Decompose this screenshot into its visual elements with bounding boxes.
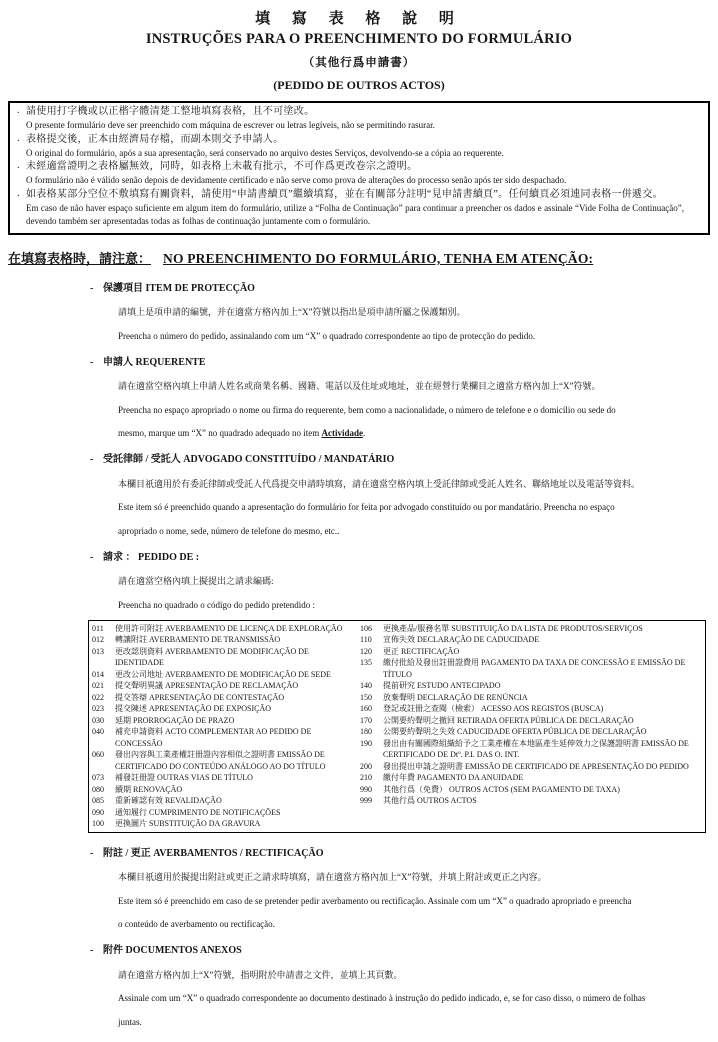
section-paragraph: juntas. xyxy=(118,1016,142,1027)
section-heading: - 附件 DOCUMENTOS ANEXOS xyxy=(103,944,708,957)
code-value: 160 xyxy=(360,704,372,714)
code-value: 100 xyxy=(92,819,104,829)
subtitle-pt: (PEDIDO DE OUTROS ACTOS) xyxy=(273,78,445,92)
section-averbamentos-rectificacao xyxy=(103,847,708,931)
code-value: 040 xyxy=(92,727,104,737)
code-label: 發出內容與工業產權註冊證內容相似之證明書 EMISSÃO DE CERTIFICADO DO CONTEÚDO ANÁLOGO AO DO TÍTULO xyxy=(115,750,326,771)
code-value: 012 xyxy=(92,635,104,645)
code-label: 發出由有關國際組織給予之工業產權在本地區產生延伸效力之保護證明書 EMISSÃO DE CERTIFICADO DE Dtº. P.I. DAS O. INT. xyxy=(383,738,689,760)
section-paragraph: 本欄目祇適用於有委託律師或受託人代爲提交申請時填寫，請在適當空格內填上受託律師或受託人姓名、聯絡地址以及電話等資料。 xyxy=(118,478,641,489)
code-value: 999 xyxy=(360,796,372,806)
section-paragraph: 本欄目祇適用於擬提出附註或更正之請求時填寫，請在適當方格內加上“X”符號，并填上附註或更正之內容。 xyxy=(118,872,547,883)
request-code-table xyxy=(88,620,706,833)
code-row xyxy=(92,692,354,704)
section-paragraph: Este item só é preenchido quando a apresentação do formulário for feita por advogado constituído ou por mandatário. Preencha no espaço xyxy=(118,502,615,513)
section-heading: - 受託律師 / 受託人 ADVOGADO CONSTITUÍDO / MANDATÁRIO xyxy=(103,453,708,466)
code-row xyxy=(92,772,354,784)
code-value: 120 xyxy=(360,646,372,656)
code-label: 續期 RENOVAÇÃO xyxy=(115,784,183,794)
code-label: 通知履行 CUMPRIMENTO DE NOTIFICAÇÕES xyxy=(115,807,281,817)
section-paragraph: 請在適當空格內填上申請人姓名或商業名稱、國籍、電話以及住址或地址，並在經營行業欄目之適當方格內加上“X”符號。 xyxy=(118,381,601,392)
code-row xyxy=(92,646,354,669)
notice-line-pt: O presente formulário deve ser preenchido com máquina de escrever ou letras legíveis, não se permitindo rasurar. xyxy=(26,120,435,130)
document-header xyxy=(0,0,718,93)
code-label: 更改認別資料 AVERBAMENTO DE MODIFICAÇÃO DE IDENTIDADE xyxy=(115,646,309,668)
code-row xyxy=(92,726,354,749)
code-label: 更改公司地址 AVERBAMENTO DE MODIFICAÇÃO DE SEDE xyxy=(115,669,331,679)
code-label: 公開要約聲明之失效 CADUCIDADE OFERTA PÚBLICA DE DECLARAÇÃO xyxy=(383,727,647,737)
notice-item xyxy=(26,188,684,229)
section-advogado-mandatario xyxy=(103,453,708,537)
section-paragraph: Este item só é preenchido em caso de se pretender pedir averbamento ou rectificação. Assinale com um “X” o quadrado apropriado e preencha xyxy=(118,895,632,906)
code-value: 210 xyxy=(360,773,372,783)
actividade-underlined-word: Actividade xyxy=(321,428,363,439)
code-value: 135 xyxy=(360,658,372,668)
code-row xyxy=(360,715,702,727)
code-value: 085 xyxy=(92,796,104,806)
notice-line-zh: . 未經適當證明之表格屬無效，同時，如表格上未載有批示，不可作爲更改卷宗之證明。 xyxy=(26,160,684,174)
code-row xyxy=(92,818,354,830)
code-label: 提前研究 ESTUDO ANTECIPADO xyxy=(383,681,501,691)
code-row xyxy=(92,623,354,635)
code-row xyxy=(92,795,354,807)
notice-item xyxy=(26,160,684,188)
code-value: 023 xyxy=(92,704,104,714)
code-row xyxy=(92,715,354,727)
code-label: 提交聲明異議 APRESENTAÇÃO DE RECLAMAÇÃO xyxy=(115,681,299,691)
attention-heading xyxy=(8,248,718,268)
code-value: 022 xyxy=(92,692,104,702)
code-table-left-column xyxy=(92,623,354,830)
code-value: 090 xyxy=(92,807,104,817)
code-row xyxy=(360,772,702,784)
code-row xyxy=(360,692,702,704)
subtitle-zh: （其他行爲申請書） xyxy=(302,57,416,69)
code-label: 提交陳述 APRESENTAÇÃO DE EXPOSIÇÃO xyxy=(115,704,272,714)
code-value: 014 xyxy=(92,669,104,679)
attention-heading-pt: NO PREENCHIMENTO DO FORMULÁRIO, TENHA EM ATENÇÃO: xyxy=(163,250,594,266)
code-label: 轉讓附註 AVERBAMENTO DE TRANSMISSÃO xyxy=(115,635,281,645)
paragraph-text: . xyxy=(362,428,366,439)
attention-heading-zh: 在填寫表格時，請注意： xyxy=(8,250,152,266)
code-value: 200 xyxy=(360,761,372,771)
code-label: 繳付批給及發出註冊證費用 PAGAMENTO DA TAXA DE CONCESSÃO E EMISSÃO DE TÍTULO xyxy=(383,658,686,679)
code-value: 030 xyxy=(92,715,104,725)
code-table-right-column xyxy=(360,623,702,830)
section-heading: - 申請人 REQUERENTE xyxy=(103,356,708,369)
code-row xyxy=(360,726,702,738)
code-label: 延期 PRORROGAÇÃO DE PRAZO xyxy=(115,715,235,725)
code-value: 150 xyxy=(360,692,372,702)
paragraph-text: mesmo, marque um “X” no quadrado adequado no item xyxy=(118,428,322,439)
notice-line-zh: . 請使用打字機或以正楷字體清楚工整地填寫表格，且不可塗改。 xyxy=(26,105,684,119)
section-paragraph: Assinale com um “X” o quadrado correspondente ao documento destinado à instrução do pedido indicado, e, se for caso disso, o número de folhas xyxy=(118,993,646,1004)
code-label: 繳付年費 PAGAMENTO DA ANUIDADE xyxy=(383,773,524,783)
code-label: 提交答辯 APRESENTAÇÃO DE CONTESTAÇÃO xyxy=(115,692,285,702)
code-row xyxy=(360,657,702,680)
code-label: 重新確認有效 REVALIDAÇÃO xyxy=(115,796,222,806)
section-paragraph: Preencha no quadrado o código do pedido pretendido : xyxy=(118,599,315,610)
code-value: 140 xyxy=(360,681,372,691)
code-row xyxy=(360,703,702,715)
section-requerente xyxy=(103,356,708,440)
code-row xyxy=(360,646,702,658)
section-paragraph: Preencha o número do pedido, assinalando com um “X” o quadrado correspondente ao tipo de protecção do pedido. xyxy=(118,330,536,341)
section-paragraph: 請在適當方格內加上“X”符號，指明附於申請書之文件，並填上其頁數。 xyxy=(118,969,403,980)
code-row xyxy=(92,680,354,692)
code-label: 其他行爲（免費） OUTROS ACTOS (SEM PAGAMENTO DE TAXA) xyxy=(383,784,620,794)
code-row xyxy=(360,680,702,692)
section-paragraph: apropriado o nome, sede, número de telefone do mesmo, etc.. xyxy=(118,525,340,536)
notice-item xyxy=(26,105,684,133)
code-row xyxy=(92,784,354,796)
notice-line-pt: Em caso de não haver espaço suficiente em algum item do formulário, utilize a “Folha de Continuação” para continuar a preencher os dados e assinale “Vide Folha de Continuação”, devendo também ser apresentadas todas as folhas de continuação juntamente com o formulário. xyxy=(26,202,684,227)
notice-item xyxy=(26,133,684,161)
code-value: 021 xyxy=(92,681,104,691)
code-label: 補發註冊證 OUTRAS VIAS DE TÍTULO xyxy=(115,773,253,783)
section-paragraph xyxy=(118,427,708,439)
notice-line-zh: . 表格提交後，正本由經濟局存檔，而副本則交予申請人。 xyxy=(26,133,684,147)
notice-box xyxy=(8,101,710,235)
section-pedido-de xyxy=(92,551,708,833)
code-value: 106 xyxy=(360,623,372,633)
code-value: 080 xyxy=(92,784,104,794)
code-label: 更換圖片 SUBSTITUIÇÃO DA GRAVURA xyxy=(115,819,261,829)
code-value: 170 xyxy=(360,715,372,725)
code-row xyxy=(92,749,354,772)
code-value: 073 xyxy=(92,773,104,783)
code-label: 登記或註冊之查閱（檢索） ACESSO AOS REGISTOS (BUSCA) xyxy=(383,704,604,714)
code-value: 060 xyxy=(92,750,104,760)
code-row xyxy=(360,738,702,761)
section-paragraph: o conteúdo de averbamento ou rectificação. xyxy=(118,919,275,930)
section-heading: - 附註 / 更正 AVERBAMENTOS / RECTIFICAÇÃO xyxy=(103,847,708,860)
code-value: 110 xyxy=(360,635,372,645)
code-label: 發出提出申請之證明書 EMISSÃO DE CERTIFICADO DE APRESENTAÇÃO DO PEDIDO xyxy=(383,761,689,771)
section-heading: - 保護項目 ITEM DE PROTECÇÃO xyxy=(103,282,708,295)
code-value: 013 xyxy=(92,646,104,656)
code-label: 公開要約聲明之撤回 RETIRADA OFERTA PÚBLICA DE DECLARAÇÃO xyxy=(383,715,634,725)
section-paragraph: 請填上是項申請的編號，并在適當方格內加上“X”符號以指出是項申請所屬之保護類別。 xyxy=(118,307,466,318)
section-paragraph: 請在適當空格內填上擬提出之請求編碼: xyxy=(118,576,274,587)
code-value: 990 xyxy=(360,784,372,794)
code-label: 其他行爲 OUTROS ACTOS xyxy=(383,796,477,806)
code-row xyxy=(360,784,702,796)
code-label: 補充申請資料 ACTO COMPLEMENTAR AO PEDIDO DE CONCESSÃO xyxy=(115,727,312,748)
code-row xyxy=(360,761,702,773)
code-label: 宣佈失效 DECLARAÇÃO DE CADUCIDADE xyxy=(383,635,540,645)
code-row xyxy=(92,634,354,646)
title-zh: 填 寫 表 格 說 明 xyxy=(255,11,463,27)
code-row xyxy=(360,795,702,807)
code-value: 190 xyxy=(360,738,372,748)
code-row xyxy=(360,623,702,635)
code-label: 更換產品/服務名單 SUBSTITUIÇÃO DA LISTA DE PRODUTOS/SERVIÇOS xyxy=(383,623,643,633)
code-row xyxy=(92,669,354,681)
notice-line-pt: O original do formulário, após a sua apresentação, será conservado no arquivo destes Serviços, devolvendo-se a cópia ao requerente. xyxy=(26,147,504,158)
sections-content xyxy=(92,282,708,1028)
code-value: 180 xyxy=(360,727,372,737)
code-label: 放棄聲明 DECLARAÇÃO DE RENÚNCIA xyxy=(383,692,528,702)
notice-line-zh: . 如表格某部分空位不敷填寫有關資料，請使用“申請書續頁”繼續填寫，並在有關部分註明“見申請書續頁”。任何續頁必須連同表格一併遞交。 xyxy=(26,188,684,202)
code-label: 使用許可附註 AVERBAMENTO DE LICENÇA DE EXPLORAÇÃO xyxy=(115,623,343,633)
section-documentos-anexos xyxy=(103,944,708,1028)
code-row xyxy=(92,703,354,715)
code-value: 011 xyxy=(92,623,104,633)
code-label: 更正 RECTIFICAÇÃO xyxy=(383,646,460,656)
code-row xyxy=(92,807,354,819)
section-heading: - 請求 ： PEDIDO DE : xyxy=(103,551,708,564)
notice-line-pt: O formulário não é válido senão depois de devidamente certificado e não serve como prova de alterações do processo senão após ter sido despachado. xyxy=(26,175,567,186)
code-row xyxy=(360,634,702,646)
section-paragraph: Preencha no espaço apropriado o nome ou firma do requerente, bem como a nacionalidade, o número de telefone e o domicílio ou sede do xyxy=(118,404,616,415)
section-item-de-proteccao xyxy=(103,282,708,342)
title-pt: INSTRUÇÕES PARA O PREENCHIMENTO DO FORMULÁRIO xyxy=(145,31,573,47)
